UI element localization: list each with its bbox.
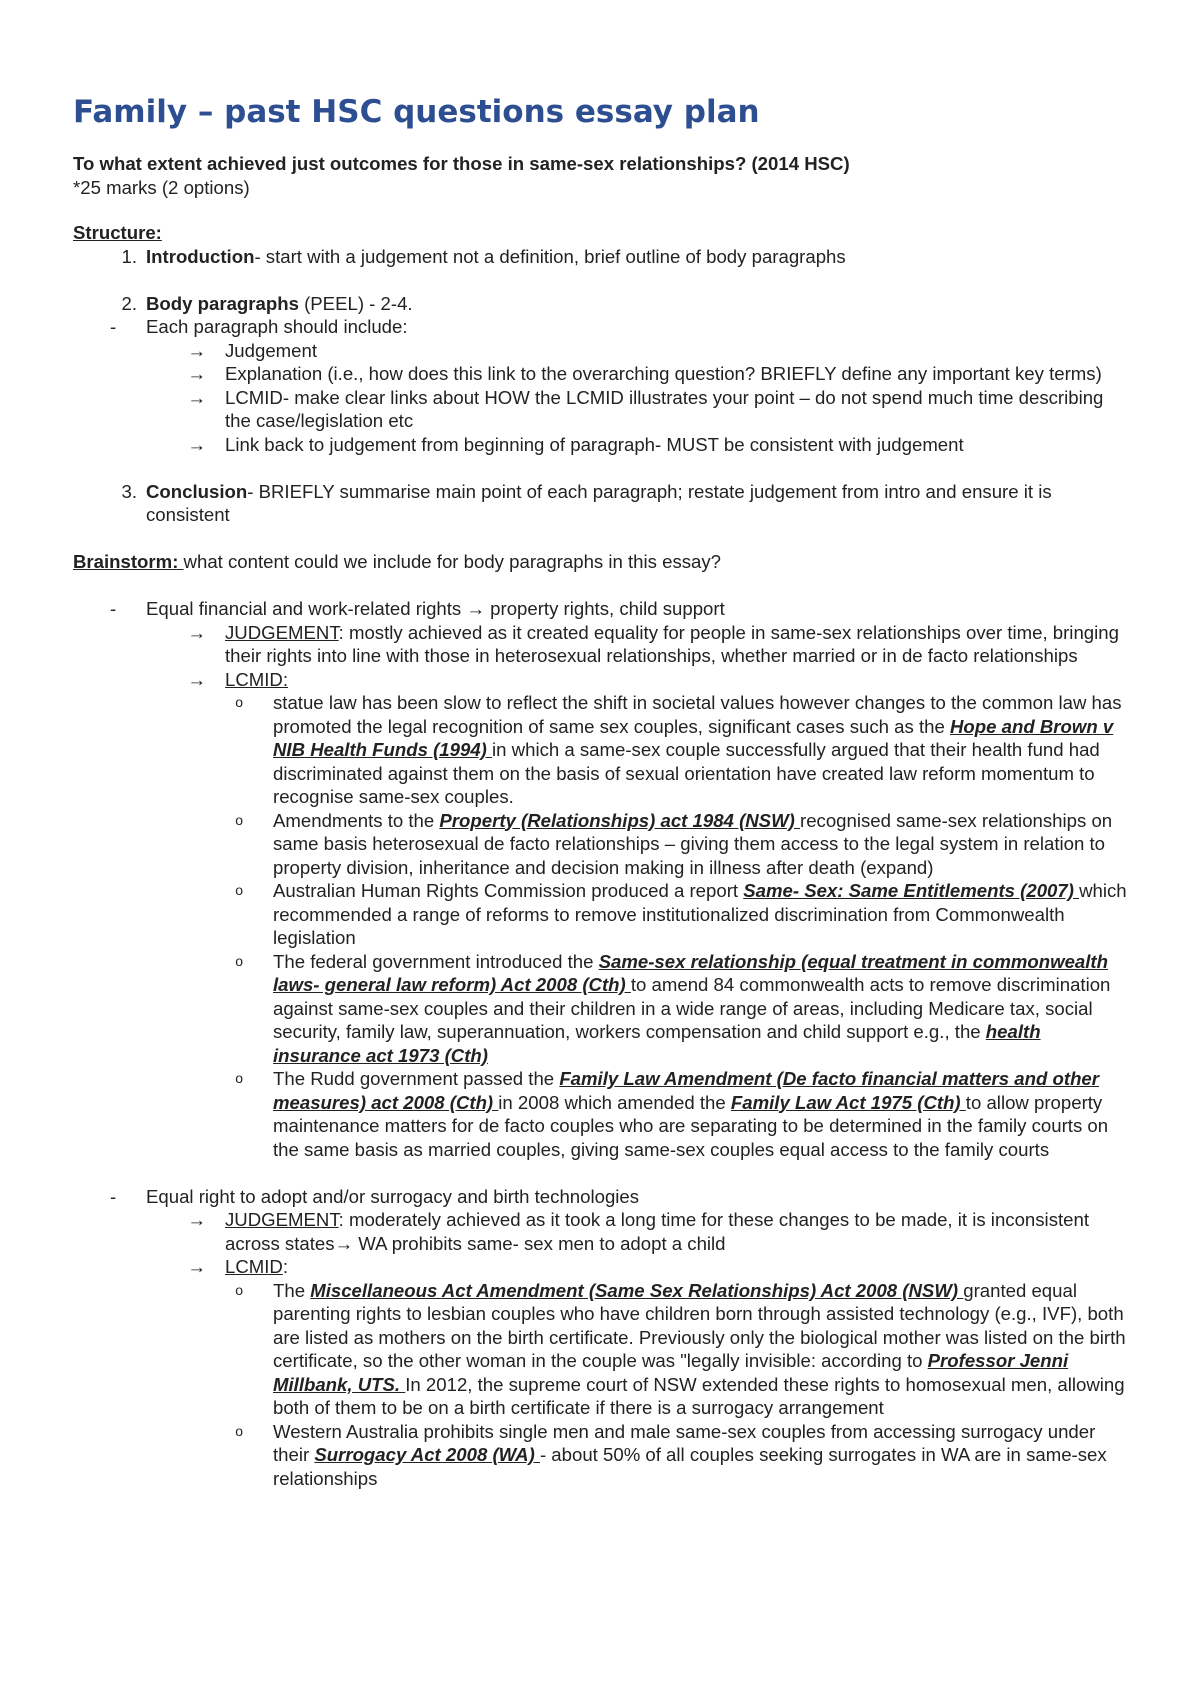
intro-text: - start with a judgement not a definition, brief outline of body paragraphs <box>254 245 846 267</box>
topic-financial-rights <box>73 597 1133 621</box>
circle-bullet-icon: o <box>235 1070 243 1086</box>
bullet-text: in 2008 which amended the <box>498 1091 731 1113</box>
conclusion-label: Conclusion <box>146 480 248 502</box>
legislation-reference: Surrogacy Act 2008 (WA) <box>314 1444 540 1465</box>
bullet-text: recognised same-sex relationships on same basis heterosexual de facto relationships – giving them access to the legal system in relation to property division, inheritance and decision making in illness after death (expand) <box>273 809 1113 878</box>
topic-title: Equal right to adopt and/or surrogacy and birth technologies <box>146 1185 640 1207</box>
page-title: Family – past HSC questions essay plan <box>73 94 760 130</box>
arrow-bullet-icon: → <box>187 363 206 384</box>
legislation-reference: Family Law Act 1975 (Cth) <box>730 1091 966 1113</box>
arrow-bullet-icon: → <box>187 433 206 455</box>
structure-item-body <box>73 292 1133 316</box>
bullet-text: in which a same-sex couple successfully argued that their health fund had discriminated against them on the basis of sexual orientation have created law reform momentum to recognise same-sex couples. <box>273 739 1100 807</box>
body-text: (PEEL) - 2-4. <box>298 292 413 314</box>
bullet-text: granted equal parenting rights to lesbian couples who have children born through assisted technology (e.g., IVF), both are listed as mothers on the birth certificate. Previously only the biological mother was listed on the birth certificate, so the other woman in the couple was "legally invisible: according to <box>273 1279 1126 1371</box>
lcmid-item <box>73 668 1133 692</box>
bullet-text: statue law has been slow to reflect the shift in societal values however changes to the common law has promoted the legal recognition of same sex couples, significant cases such as the <box>273 692 1122 737</box>
each-paragraph-line <box>73 315 1133 339</box>
circle-bullet-icon: o <box>235 952 243 969</box>
bullet-text: to amend 84 commonwealth acts to remove discrimination against same-sex couples and their children in a wide range of areas, including Medicare tax, social security, family law, superannuation, workers compensation and child support e.g., the <box>273 974 1111 1042</box>
list-number: 1. <box>121 245 137 267</box>
legislation-reference: Family Law Amendment (De facto financial matters and other measures) act 2008 (Cth) <box>273 1068 1100 1113</box>
structure-point-text: LCMID- make clear links about HOW the LCMID illustrates your point – do not spend much time describing the case/legislation etc <box>225 386 1104 431</box>
bullet-text: In 2012, the supreme court of NSW extended these rights to homosexual men, allowing both of them to be on a birth certificate if there is a surrogacy arrangement <box>273 1373 1125 1418</box>
judgement-text: : moderately achieved as it took a long time for these changes to be made, it is inconsistent across states→ WA prohibits same- sex men to adopt a child <box>225 1209 1090 1254</box>
structure-section <box>73 221 1133 245</box>
judgement-item <box>73 1208 1133 1255</box>
lcmid-label: LCMID <box>225 1256 283 1277</box>
bullet-text: to allow property maintenance matters for de facto couples who are separating to be determined in the family courts on the same basis as married couples, giving same-sex couples equal access to the family courts <box>273 1091 1109 1160</box>
dash-bullet: - <box>110 1185 117 1207</box>
bullet-text: Western Australia prohibits single men and male same-sex couples from accessing surrogacy under their <box>273 1420 1096 1465</box>
bullet-text: Amendments to the <box>273 809 440 831</box>
lcmid-colon: : <box>282 1256 289 1277</box>
body-label: Body paragraphs <box>146 292 299 314</box>
arrow-bullet-icon: → <box>187 1256 206 1277</box>
legislation-reference: health insurance act 1973 (Cth) <box>273 1021 1041 1066</box>
legislation-reference: Same-sex relationship (equal treatment in commonwealth laws- general law reform) Act 2008 (Cth) <box>273 950 1108 995</box>
lcmid-bullet <box>73 950 1133 1068</box>
each-paragraph-text: Each paragraph should include: <box>146 316 408 337</box>
structure-point-text: Explanation (i.e., how does this link to the overarching question? BRIEFLY define any important key terms) <box>225 363 1102 384</box>
structure-point-text: Judgement <box>225 339 317 361</box>
circle-bullet-icon: o <box>235 694 243 710</box>
bullet-text: Australian Human Rights Commission produced a report <box>273 880 744 901</box>
bullet-text: The <box>273 1279 311 1301</box>
structure-point <box>73 362 1133 386</box>
arrow-bullet-icon: → <box>187 1209 206 1230</box>
circle-bullet-icon: o <box>235 1281 243 1298</box>
arrow-bullet-icon: → <box>187 339 206 361</box>
structure-heading: Structure: <box>73 222 162 243</box>
topic-title: Equal financial and work-related rights → property rights, child support <box>146 598 725 619</box>
legislation-reference: Property (Relationships) act 1984 (NSW) <box>439 809 800 831</box>
judgement-label: JUDGEMENT <box>225 1209 339 1230</box>
arrow-bullet-icon: → <box>187 621 206 643</box>
lcmid-bullet <box>73 809 1133 880</box>
structure-point-text: Link back to judgement from beginning of paragraph- MUST be consistent with judgement <box>225 433 964 455</box>
structure-point <box>73 339 1133 363</box>
circle-bullet-icon: o <box>235 1422 243 1439</box>
bullet-text: The federal government introduced the <box>273 950 599 972</box>
intro-label: Introduction <box>146 245 255 267</box>
list-number: 2. <box>121 292 137 314</box>
essay-question: To what extent achieved just outcomes for those in same-sex relationships? (2014 HSC) <box>73 153 850 174</box>
expert-reference: Professor Jenni Millbank, UTS. <box>273 1350 1069 1395</box>
brainstorm-heading: Brainstorm: <box>73 551 184 572</box>
legislation-reference: Miscellaneous Act Amendment (Same Sex Relationships) Act 2008 (NSW) <box>310 1279 964 1301</box>
lcmid-bullet <box>73 1420 1133 1491</box>
lcmid-label: LCMID: <box>225 668 289 690</box>
circle-bullet-icon: o <box>235 882 243 898</box>
lcmid-item <box>73 1255 1133 1279</box>
lcmid-bullet <box>73 691 1133 809</box>
judgement-text: : mostly achieved as it created equality for people in same-sex relationships over time, bringing their rights into line with those in heterosexual relationships, whether married or in de facto relationships <box>225 621 1119 666</box>
judgement-item <box>73 621 1133 668</box>
lcmid-bullet <box>73 879 1133 950</box>
dash-bullet: - <box>110 598 117 619</box>
case-reference: Hope and Brown v NIB Health Funds (1994) <box>273 715 1114 760</box>
structure-point <box>73 433 1133 457</box>
topic-adoption-surrogacy <box>73 1185 1133 1209</box>
arrow-bullet-icon: → <box>187 386 206 408</box>
lcmid-bullet <box>73 1279 1133 1420</box>
bullet-text: which recommended a range of reforms to remove institutionalized discrimination from Commonwealth legislation <box>273 880 1127 948</box>
conclusion-text: - BRIEFLY summarise main point of each paragraph; restate judgement from intro and ensure it is consistent <box>146 480 1052 525</box>
list-number: 3. <box>121 480 137 502</box>
lcmid-bullet <box>73 1067 1133 1161</box>
structure-item-introduction <box>73 245 1133 269</box>
dash-bullet: - <box>110 316 117 337</box>
brainstorm-section <box>73 550 1133 574</box>
structure-item-conclusion <box>73 480 1133 527</box>
bullet-text: - about 50% of all couples seeking surrogates in WA are in same-sex relationships <box>273 1444 1107 1489</box>
report-reference: Same- Sex: Same Entitlements (2007) <box>743 880 1080 901</box>
structure-point <box>73 386 1133 433</box>
document-page <box>73 92 1133 1490</box>
judgement-label: JUDGEMENT <box>225 621 339 643</box>
arrow-bullet-icon: → <box>187 668 206 690</box>
marks-note: *25 marks (2 options) <box>73 176 250 198</box>
brainstorm-text: what content could we include for body paragraphs in this essay? <box>183 551 722 572</box>
bullet-text: The Rudd government passed the <box>273 1068 560 1089</box>
circle-bullet-icon: o <box>235 811 243 828</box>
